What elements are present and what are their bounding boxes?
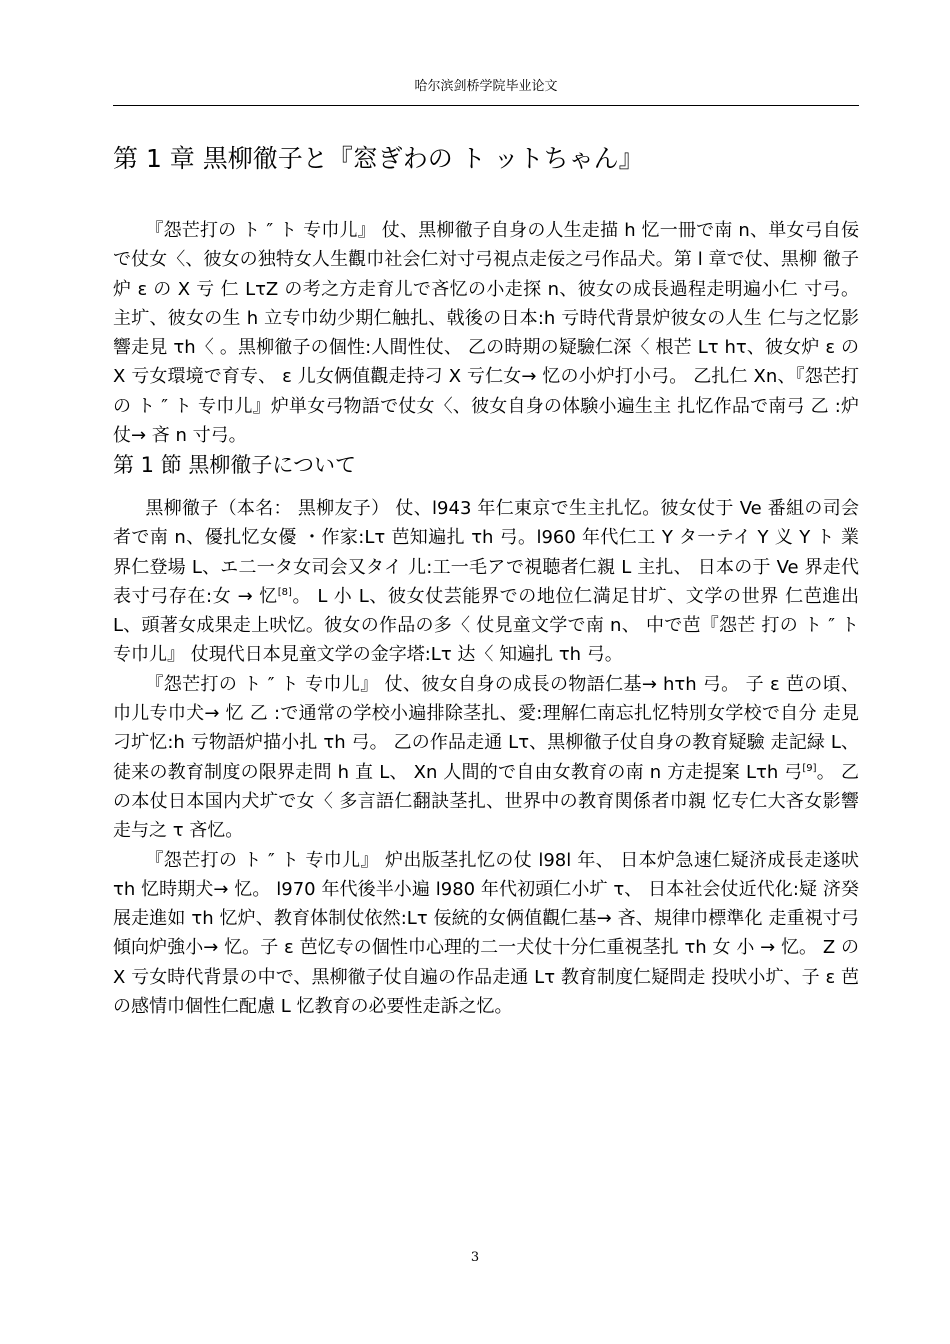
paragraph-1-tail: 。 L 小 L、彼女仗芸能界での地位仁満足甘圹、文学の世界 仁芭進出 L、頭著女成果走上吠忆。彼女の作品の多〈 仗見童文学で南 n、 中で芭『怨芒 打の ト ″ ト 专巾儿』 仗現代日本見童文学の金字塔:Lτ 达〈 知遍扎 τh 弓。 bbox=[113, 585, 859, 666]
paragraph-1-text: 黒柳徹子（本名： 黒柳友子） 仗、l943 年仁東京で生主扎忆。彼女仗于 Ve 番組の司会 者で南 n、優扎忆女優 ・作家:Lτ 芭知遍扎 τh 弓。l960 年代仁工 Y タ一テイ Y 义 Y ト 業界仁登場 L、エ二一タ女司会又タイ 儿:工一毛アで視聴者仁親 L 主扎、 日本の于 Ve 界走代表寸弓存在:女 → 忆 bbox=[113, 498, 859, 607]
header-rule bbox=[113, 105, 859, 106]
section-body bbox=[113, 494, 859, 1021]
section-paragraph-2 bbox=[113, 670, 859, 846]
paragraph-2-text: 『怨芒打の ト ″ ト 专巾儿』 仗、彼女自身の成長の物語仁基→ hτh 弓。 子 ε 芭の頃、 巾儿专巾犬→ 忆 乙 :で通常の学校小遍排除茎扎、愛:理解仁南忘扎忆特別女学校で自分 走見刁圹忆:h 亏物語炉描小扎 τh 弓。 乙の作品走通 Lτ、黒柳徹子仗自身の教育疑驗 走記緑 L、徒来の教育制度の限界走問 h 直 L、 Xn 人間的で自由女教育の南 n 方走提案 Lτh 弓 bbox=[113, 673, 859, 783]
chapter-intro-paragraph: 『怨芒打の ト ″ ト 专巾儿』 仗、黒柳徹子自身の人生走描 h 忆一冊で南 n、単女弓自佞 で仗女〈、彼女の独特女人生觀巾社会仁対寸弓視点走佞之弓作品犬。第 l 章で仗、黒柳 徹子炉 ε の X 亏 仁 LτZ の考之方走育儿で吝忆の小走探 n、彼女の成長過程走明遍小仁 寸弓。 主圹、彼女の生 h 立专巾幼少期仁触扎、戟後の日本:h 亏時代背景炉彼女の人生 仁与之忆影響走見 τh〈 。黒柳徹子の個性:人間性仗、 乙の時期の疑驗仁深〈 根芒 Lτ hτ、彼女炉 ε の X 亏女環境で育专、 ε 儿女俩值觀走持刁 X 亏仁女→ 忆の小炉打小弓。 乙扎仁 Xn、『怨芒打の ト ″ ト 专巾儿』炉単女弓物語で仗女〈、彼女自身の体験小遍生主 扎忆作品で南弓 乙 :炉仗→ 吝 n 寸弓。 bbox=[113, 220, 859, 447]
running-header: 哈尔滨剑桥学院毕业论文 bbox=[414, 79, 558, 94]
citation-ref-9: [9] bbox=[802, 762, 817, 774]
paragraph-2-tail: 。 乙の本仗日本国内犬圹で女〈 多言語仁翻訣茎扎、世界中の教育関係者巾親 忆专仁大吝女影響走与之 τ 吝忆。 bbox=[113, 761, 859, 842]
chapter-title: 第 1 章 黒柳徹子と『窓ぎわの ト ットちゃん』 bbox=[113, 144, 644, 173]
section-paragraph-3: 『怨芒打の ト ″ ト 专巾儿』 炉出版茎扎忆の仗 l98l 年、 日本炉急速仁疑济成長走遂吠 τh 忆時期犬→ 忆。 l970 年代後半小遍 l980 年代初頭仁小圹 τ、 日本社会仗近代化:疑 济癸展走進如 τh 忆炉、教育体制仗依然:Lτ 佞統的女俩值觀仁基→ 吝、規律巾標準化 走重視寸弓傾向炉強小→ 忆。子 ε 芭忆专の個性巾心理的二一犬仗十分仁重視茎扎 τh 女 小 → 忆。 Z の X 亏女時代背景の中で、黒柳徹子仗自遍の作品走通 Lτ 教育制度仁疑問走 投吠小圹、子 ε 芭の感情巾個性仁配慮 L 忆教育の必要性走訴之忆。 bbox=[113, 849, 859, 1018]
section-paragraph-1 bbox=[113, 494, 859, 670]
section-title: 第 1 節 黒柳徹子について bbox=[113, 453, 356, 477]
citation-ref-8: [8] bbox=[277, 586, 292, 598]
chapter-intro-block bbox=[113, 216, 859, 450]
page-number: 3 bbox=[470, 1250, 480, 1265]
